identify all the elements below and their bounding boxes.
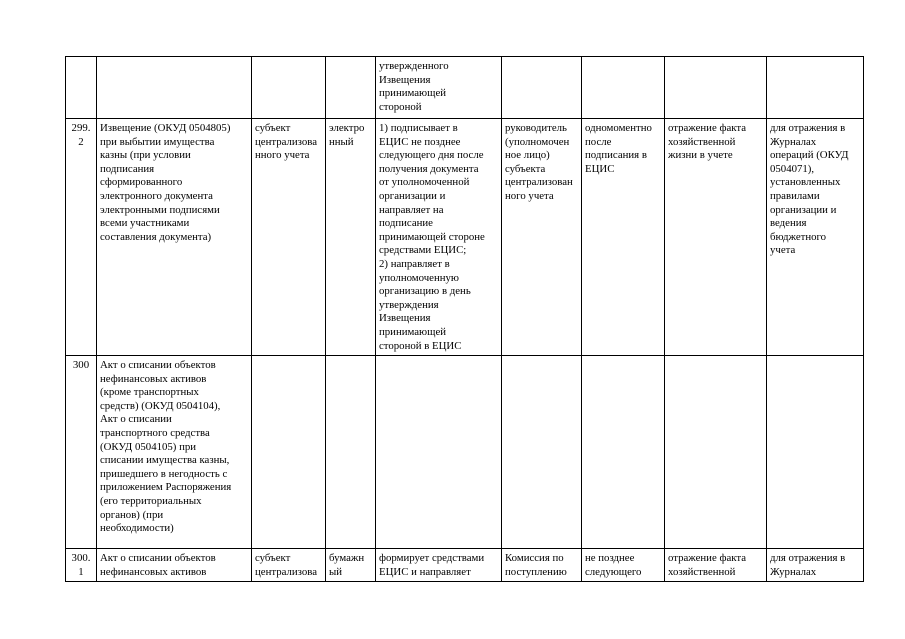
who-signs-cell: руководитель (уполномочен ное лицо) субъекта централизован ного учета — [502, 119, 582, 356]
purpose-cell: отражение факта хозяйственной — [665, 549, 767, 582]
row-number-cell: 299. 2 — [66, 119, 97, 356]
form-cell — [326, 57, 376, 119]
deadline-cell: не позднее следующего — [582, 549, 665, 582]
document-name-cell: Акт о списании объектов нефинансовых активов — [97, 549, 252, 582]
who-signs-cell: Комиссия по поступлению — [502, 549, 582, 582]
row-number-cell: 300. 1 — [66, 549, 97, 582]
table-row — [66, 119, 864, 356]
procedure-cell — [376, 356, 502, 549]
row-number-cell: 300 — [66, 356, 97, 549]
form-cell: бумажн ый — [326, 549, 376, 582]
accounting-cell — [767, 57, 864, 119]
accounting-cell: для отражения в Журналах — [767, 549, 864, 582]
who-forms-cell: субъект централизова нного учета — [252, 119, 326, 356]
accounting-cell — [767, 356, 864, 549]
table-row — [66, 57, 864, 119]
who-signs-cell — [502, 356, 582, 549]
document-table — [65, 56, 864, 582]
deadline-cell — [582, 356, 665, 549]
purpose-cell — [665, 356, 767, 549]
document-name-cell: Акт о списании объектов нефинансовых активов (кроме транспортных средств) (ОКУД 0504104), Акт о списании транспортного средства (ОКУД 0504105) при списании имущества казны, пришедшего в негодность с приложением Распоряжения (его территориальных органов) (при необходимости) — [97, 356, 252, 549]
procedure-cell: 1) подписывает в ЕЦИС не позднее следующего дня после получения документа от уполномоченной организации и направляет на подписание принимающей стороне средствами ЕЦИС; 2) направляет в уполномоченную организацию в день утверждения Извещения принимающей стороной в ЕЦИС — [376, 119, 502, 356]
form-cell: электро нный — [326, 119, 376, 356]
procedure-cell: формирует средствами ЕЦИС и направляет — [376, 549, 502, 582]
who-forms-cell — [252, 57, 326, 119]
who-signs-cell — [502, 57, 582, 119]
purpose-cell: отражение факта хозяйственной жизни в учете — [665, 119, 767, 356]
table-row — [66, 549, 864, 582]
deadline-cell — [582, 57, 665, 119]
document-name-cell: Извещение (ОКУД 0504805) при выбытии имущества казны (при условии подписания сформированного электронного документа электронными подписями всеми участниками составления документа) — [97, 119, 252, 356]
deadline-cell: одномоментно после подписания в ЕЦИС — [582, 119, 665, 356]
table-row — [66, 356, 864, 549]
who-forms-cell: субъект централизова — [252, 549, 326, 582]
accounting-cell: для отражения в Журналах операций (ОКУД 0504071), установленных правилами организации и ведения бюджетного учета — [767, 119, 864, 356]
who-forms-cell — [252, 356, 326, 549]
purpose-cell — [665, 57, 767, 119]
procedure-cell: утвержденного Извещения принимающей стороной — [376, 57, 502, 119]
document-name-cell — [97, 57, 252, 119]
row-number-cell — [66, 57, 97, 119]
form-cell — [326, 356, 376, 549]
